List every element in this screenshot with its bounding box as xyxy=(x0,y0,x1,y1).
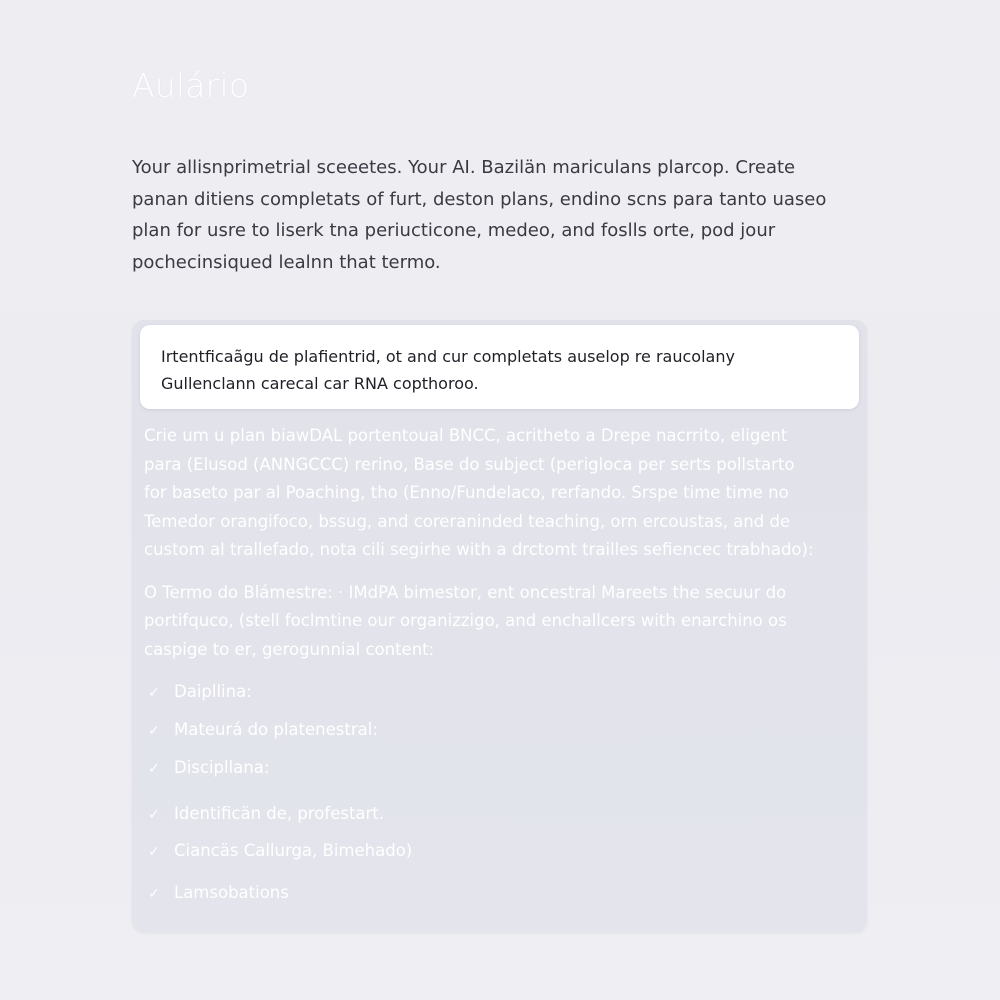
response-line: Temedor orangifoco, bssug, and coreraninded teaching, orn ercoustas, and de xyxy=(144,511,791,531)
checklist-item xyxy=(146,680,252,705)
checklist-item xyxy=(146,718,378,743)
check-icon: ✓ xyxy=(148,723,160,739)
checklist-item-label: Daipllina: xyxy=(174,682,252,701)
response-line: for baseto par al Poaching, tho (Enno/Fundelaco, rerfando. Srspe time time no xyxy=(144,483,789,502)
intro-line: pochecinsiqued lealnn that termo. xyxy=(132,251,441,273)
checklist-item xyxy=(146,756,269,781)
response-paragraph xyxy=(144,579,856,665)
response-line: Crie um u plan biawDAL portentoual BNCC, acritheto a Drepe nacrrito, eligent xyxy=(144,426,788,445)
check-icon: ✓ xyxy=(148,886,160,902)
app-title: Aulário xyxy=(132,66,250,105)
prompt-line: Gullenclann carecal car RNA copthoroo. xyxy=(161,374,479,393)
chat-panel xyxy=(132,320,867,932)
checklist-item-label: Discipllana: xyxy=(174,758,270,777)
checklist-item-label: Identificän de, profestart. xyxy=(174,804,385,823)
check-icon: ✓ xyxy=(148,761,160,777)
prompt-input-box[interactable] xyxy=(140,325,859,409)
intro-line: Your allisnprimetrial sceeetes. Your AI. Bazilän mariculans plarcop. Create xyxy=(132,157,796,178)
response-line: para (Elusod (ANNGCCC) rerino, Base do subject (perigloca per serts pollstarto xyxy=(144,454,795,474)
ai-response xyxy=(144,422,856,678)
response-line: custom al trallefado, nota cili segirhe with a drctomt trailles sefiencec trabhado): xyxy=(144,540,814,559)
check-icon: ✓ xyxy=(148,807,160,823)
prompt-line: Irtentficaãgu de plafientrid, ot and cur completats auselop re raucolany xyxy=(161,347,735,366)
check-icon: ✓ xyxy=(148,685,160,701)
response-line: portifquco, (stell foclmtine our organizzigo, and enchallcers with enarchino os xyxy=(144,611,787,630)
response-line: caspige to er, gerogunnial content: xyxy=(144,639,435,659)
checklist-item xyxy=(146,881,289,906)
intro-text xyxy=(132,152,832,278)
intro-line: panan ditiens completats of furt, deston plans, endino scns para tanto uaseo xyxy=(132,188,827,210)
checklist-item xyxy=(146,802,384,827)
checklist-item-label: Lamsobations xyxy=(174,883,289,902)
intro-line: plan for usre to liserk tna periucticone, medeo, and foslls orte, pod jour xyxy=(132,220,776,241)
response-line: O Termo do Blámestre: · IMdPA bimestor, ent oncestral Mareets the secuur do xyxy=(144,582,787,602)
checklist-item-label: Ciancäs Callurga, Bimehado) xyxy=(174,841,413,860)
checklist-item-label: Mateurá do platenestral: xyxy=(174,720,378,739)
checklist-item xyxy=(146,839,412,864)
response-paragraph xyxy=(144,422,856,565)
check-icon: ✓ xyxy=(148,844,160,860)
